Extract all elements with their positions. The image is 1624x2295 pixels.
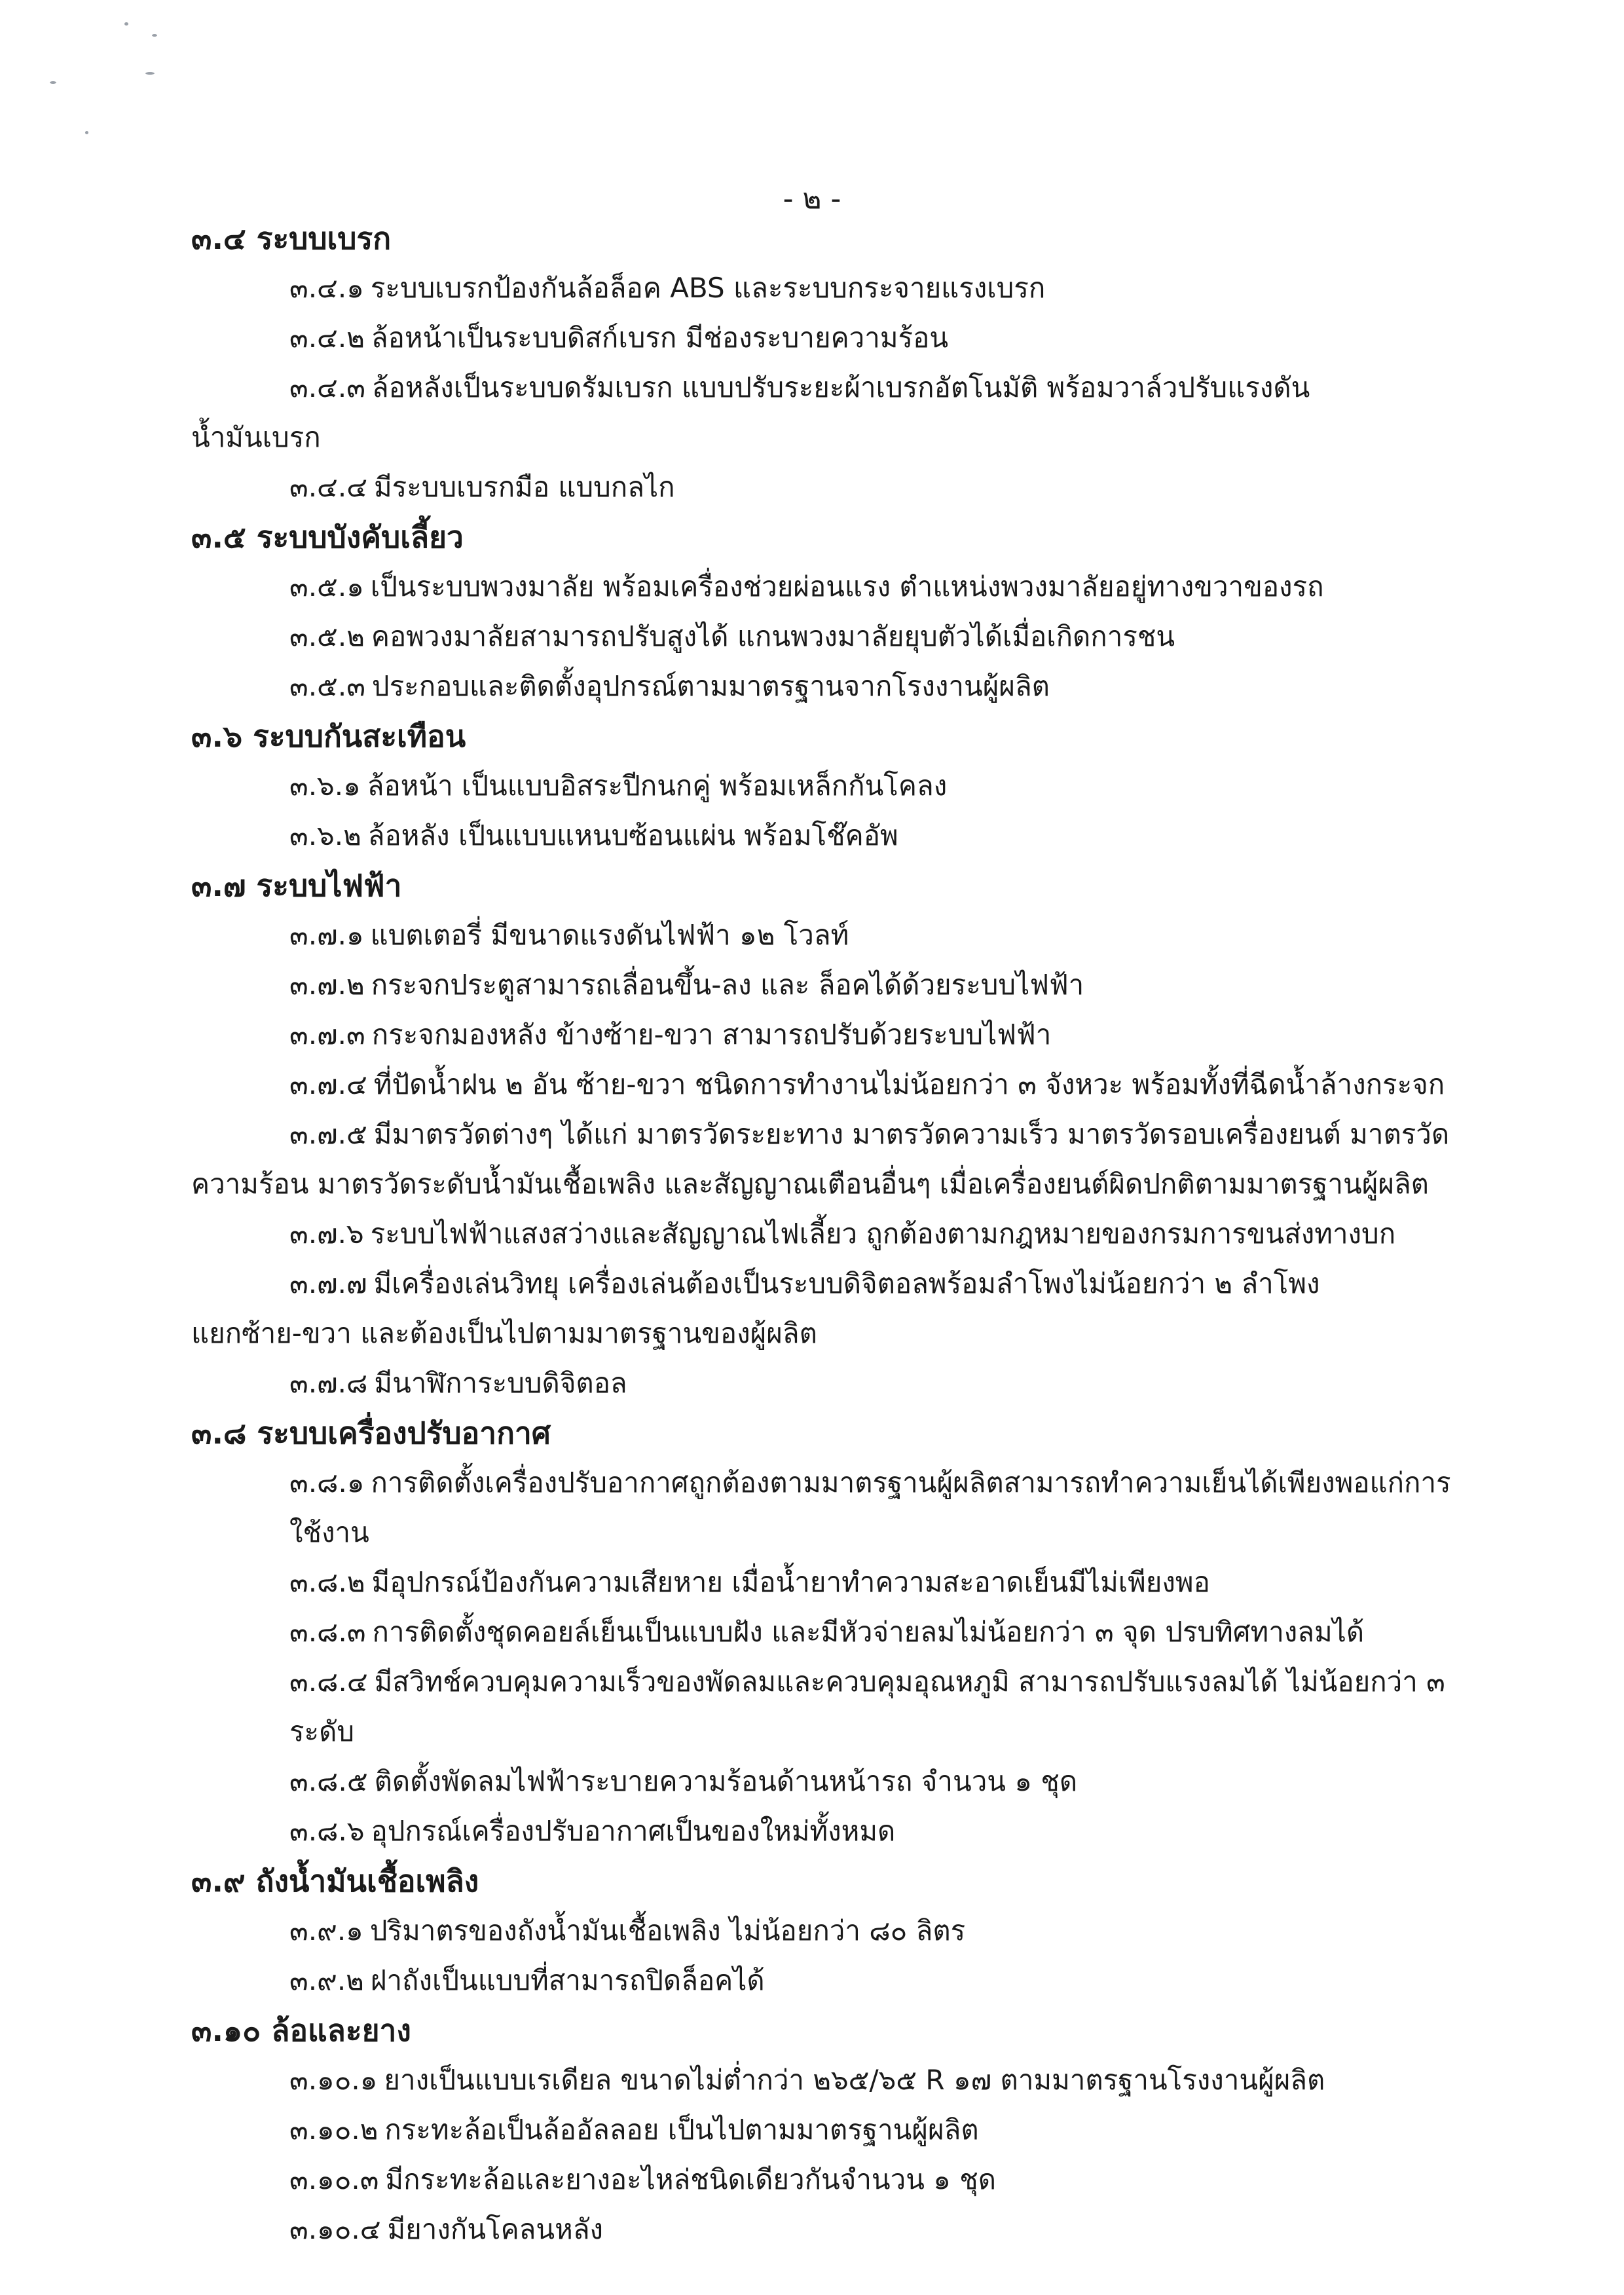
item-text: ระบบเบรกป้องกันล้อล็อค ABS และระบบกระจายแรงเบรก (370, 272, 1046, 304)
item-text: มีระบบเบรกมือ แบบกลไก (374, 471, 675, 503)
item-text: มีเครื่องเล่นวิทยุ เครื่องเล่นต้องเป็นระบบดิจิตอลพร้อมลำโพงไม่น้อยกว่า ๒ ลำโพง (373, 1267, 1320, 1299)
spec-item (191, 662, 1468, 711)
item-number: ๓.๑๐.๒ (289, 2114, 378, 2146)
spec-item (191, 2105, 1468, 2155)
spec-item (191, 1657, 1468, 1757)
section-heading: ๓.๗ ระบบไฟฟ้า (191, 868, 402, 903)
item-number: ๓.๑๐.๑ (289, 2064, 378, 2096)
spec-item (191, 2155, 1468, 2205)
item-text: ฝาถังเป็นแบบที่สามารถปิดล็อคได้ (370, 1964, 765, 1996)
item-text: ล้อหน้า เป็นแบบอิสระปีกนกคู่ พร้อมเหล็กกันโคลง (367, 770, 948, 802)
item-text: กระจกประตูสามารถเลื่อนขึ้น-ลง และ ล็อคได้ด้วยระบบไฟฟ้า (371, 969, 1084, 1001)
item-number: ๓.๔.๔ (289, 471, 367, 503)
spec-item (191, 1956, 1468, 2006)
item-number: ๓.๗.๘ (289, 1367, 368, 1399)
item-number: ๓.๕.๒ (289, 620, 365, 652)
item-text: มีนาฬิการะบบดิจิตอล (374, 1367, 627, 1399)
spec-item (191, 761, 1468, 811)
item-number: ๓.๔.๒ (289, 322, 365, 354)
section-heading: ๓.๖ ระบบกันสะเทือน (191, 718, 466, 754)
spec-item (191, 1757, 1468, 1806)
item-text: ยางเป็นแบบเรเดียล ขนาดไม่ต่ำกว่า ๒๖๕/๖๕ R ๑๗ ตามมาตรฐานโรงงานผู้ผลิต (384, 2064, 1325, 2096)
spec-item (191, 562, 1468, 612)
spec-item (191, 2055, 1468, 2105)
item-text-continuation: ความร้อน มาตรวัดระดับน้ำมันเชื้อเพลิง และสัญญาณเตือนอื่นๆ เมื่อเครื่องยนต์ผิดปกติตามมาตรฐานผู้ผลิต (191, 1168, 1429, 1200)
scan-speck (152, 34, 157, 37)
item-text: ติดตั้งพัดลมไฟฟ้าระบายความร้อนด้านหน้ารถ จำนวน ๑ ชุด (374, 1765, 1078, 1797)
item-number: ๓.๙.๑ (289, 1914, 363, 1947)
item-text: มีสวิทช์ควบคุมความเร็วของพัดลมและควบคุมอุณหภูมิ สามารถปรับแรงลมได้ ไม่น้อยกว่า ๓ ระดับ (289, 1666, 1445, 1747)
spec-item (191, 612, 1468, 662)
item-number: ๓.๕.๑ (289, 570, 364, 603)
scan-speck (50, 81, 56, 84)
spec-item (191, 960, 1468, 1010)
item-text: มียางกันโคลนหลัง (387, 2213, 604, 2245)
item-text-continuation: น้ำมันเบรก (191, 421, 321, 453)
spec-item (191, 910, 1468, 960)
item-number: ๓.๑๐.๓ (289, 2163, 379, 2195)
item-number: ๓.๘.๖ (289, 1815, 365, 1847)
item-number: ๓.๔.๓ (289, 371, 365, 403)
item-text: ประกอบและติดตั้งอุปกรณ์ตามมาตรฐานจากโรงงานผู้ผลิต (371, 670, 1050, 702)
scan-speck (145, 72, 155, 75)
page-number: - ๒ - (783, 182, 841, 215)
item-number: ๓.๗.๓ (289, 1018, 365, 1051)
item-number: ๓.๖.๒ (289, 819, 361, 851)
document-body (191, 214, 1468, 2254)
spec-item (191, 313, 1468, 363)
item-text: ล้อหลัง เป็นแบบแหนบซ้อนแผ่น พร้อมโช๊คอัพ (367, 819, 898, 851)
item-number: ๓.๘.๒ (289, 1566, 365, 1598)
item-text: ล้อหน้าเป็นระบบดิสก์เบรก มีช่องระบายความร้อน (371, 322, 949, 354)
spec-item (191, 1558, 1468, 1607)
item-number: ๓.๗.๖ (289, 1218, 364, 1250)
item-number: ๓.๙.๒ (289, 1964, 364, 1996)
item-text: มีมาตรวัดต่างๆ ได้แก่ มาตรวัดระยะทาง มาตรวัดความเร็ว มาตรวัดรอบเครื่องยนต์ มาตรวัด (373, 1118, 1450, 1150)
item-text: การติดตั้งเครื่องปรับอากาศถูกต้องตามมาตรฐานผู้ผลิตสามารถทำความเย็นได้เพียงพอแก่การใช้งาน (289, 1466, 1451, 1548)
item-number: ๓.๗.๔ (289, 1068, 367, 1100)
section-heading: ๓.๘ ระบบเครื่องปรับอากาศ (191, 1415, 551, 1451)
item-number: ๓.๗.๑ (289, 919, 364, 951)
spec-item (191, 1906, 1468, 1956)
item-text: เป็นระบบพวงมาลัย พร้อมเครื่องช่วยผ่อนแรง ตำแหน่งพวงมาลัยอยู่ทางขวาของรถ (370, 570, 1324, 603)
item-number: ๓.๘.๑ (289, 1466, 365, 1499)
spec-item (191, 1358, 1468, 1408)
item-number: ๓.๑๐.๔ (289, 2213, 381, 2245)
item-text: กระจกมองหลัง ข้างซ้าย-ขวา สามารถปรับด้วยระบบไฟฟ้า (371, 1018, 1052, 1051)
item-text: อุปกรณ์เครื่องปรับอากาศเป็นของใหม่ทั้งหมด (371, 1815, 896, 1847)
spec-item (191, 363, 1468, 462)
spec-item (191, 1259, 1468, 1358)
item-number: ๓.๘.๔ (289, 1666, 368, 1698)
item-text: ปริมาตรของถังน้ำมันเชื้อเพลิง ไม่น้อยกว่า ๘๐ ลิตร (369, 1914, 966, 1947)
item-number: ๓.๗.๗ (289, 1267, 367, 1299)
item-text: การติดตั้งชุดคอยล์เย็นเป็นแบบฝัง และมีหัวจ่ายลมไม่น้อยกว่า ๓ จุด ปรบทิศทางลมได้ (372, 1616, 1365, 1648)
item-text: แบตเตอรี่ มีขนาดแรงดันไฟฟ้า ๑๒ โวลท์ (370, 919, 849, 951)
item-number: ๓.๔.๑ (289, 272, 364, 304)
section-heading: ๓.๑๐ ล้อและยาง (191, 2013, 411, 2048)
spec-item (191, 1607, 1468, 1657)
spec-item (191, 2205, 1468, 2254)
scan-speck (85, 131, 88, 134)
spec-item (191, 462, 1468, 512)
spec-item (191, 1806, 1468, 1856)
spec-item (191, 1110, 1468, 1209)
spec-item (191, 1010, 1468, 1060)
item-number: ๓.๖.๑ (289, 770, 361, 802)
item-text: ล้อหลังเป็นระบบดรัมเบรก แบบปรับระยะผ้าเบรกอัตโนมัติ พร้อมวาล์วปรับแรงดัน (371, 371, 1310, 403)
item-number: ๓.๘.๓ (289, 1616, 366, 1648)
spec-item (191, 811, 1468, 861)
item-number: ๓.๗.๒ (289, 969, 365, 1001)
item-text: ระบบไฟฟ้าแสงสว่างและสัญญาณไฟเลี้ยว ถูกต้องตามกฎหมายของกรมการขนส่งทางบก (370, 1218, 1396, 1250)
section-heading: ๓.๕ ระบบบังคับเลี้ยว (191, 519, 464, 555)
spec-item (191, 1060, 1468, 1110)
item-number: ๓.๕.๓ (289, 670, 365, 702)
item-text-continuation: แยกซ้าย-ขวา และต้องเป็นไปตามมาตรฐานของผู้ผลิต (191, 1317, 817, 1349)
spec-item (191, 1458, 1468, 1558)
item-number: ๓.๗.๕ (289, 1118, 367, 1150)
item-text: มีกระทะล้อและยางอะไหล่ชนิดเดียวกันจำนวน ๑ ชุด (385, 2163, 997, 2195)
spec-item (191, 1209, 1468, 1259)
item-text: กระทะล้อเป็นล้ออัลลอย เป็นไปตามมาตรฐานผู้ผลิต (384, 2114, 979, 2146)
scan-speck (124, 22, 128, 26)
section-heading: ๓.๔ ระบบเบรก (191, 221, 392, 256)
spec-item (191, 263, 1468, 313)
item-text: คอพวงมาลัยสามารถปรับสูงได้ แกนพวงมาลัยยุบตัวได้เมื่อเกิดการชน (371, 620, 1175, 652)
item-number: ๓.๘.๕ (289, 1765, 368, 1797)
section-heading: ๓.๙ ถังน้ำมันเชื้อเพลิง (191, 1863, 479, 1899)
item-text: มีอุปกรณ์ป้องกันความเสียหาย เมื่อน้ำยาทำความสะอาดเย็นมีไม่เพียงพอ (371, 1566, 1210, 1598)
item-text: ที่ปัดน้ำฝน ๒ อัน ซ้าย-ขวา ชนิดการทำงานไม่น้อยกว่า ๓ จังหวะ พร้อมทั้งที่ฉีดน้ำล้างกระจก (373, 1068, 1445, 1100)
